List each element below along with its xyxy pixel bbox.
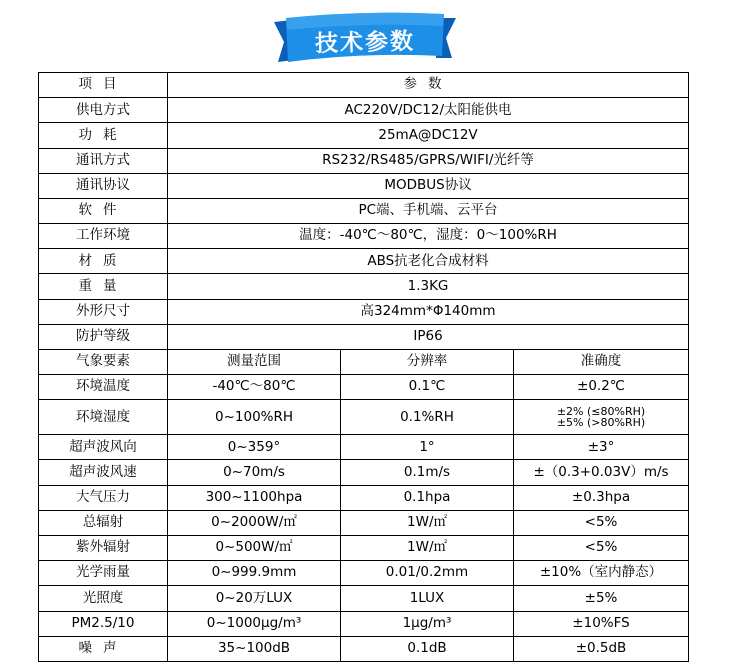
met-resolution: 0.1dB: [341, 636, 514, 661]
page-title: 技术参数: [314, 28, 416, 58]
met-row: [39, 485, 689, 510]
met-range: 0~1000μg/m³: [168, 611, 341, 636]
met-resolution: 0.1%RH: [341, 400, 514, 435]
met-accuracy: ±10%（室内静态）: [514, 561, 689, 586]
met-header-accuracy: 准确度: [514, 349, 689, 374]
met-label: 超声波风速: [39, 460, 168, 485]
met-row: [39, 586, 689, 611]
spec-value: ABS抗老化合成材料: [168, 249, 689, 274]
spec-label: 工作环境: [39, 224, 168, 249]
spec-label: 功耗: [39, 123, 168, 148]
met-label: 超声波风向: [39, 435, 168, 460]
met-accuracy: ±3°: [514, 435, 689, 460]
header-params: 参数: [168, 73, 689, 98]
spec-table: [38, 72, 689, 662]
met-label: 噪声: [39, 636, 168, 661]
header-row: [39, 73, 689, 98]
met-range: 0~359°: [168, 435, 341, 460]
met-accuracy: ±5%: [514, 586, 689, 611]
met-range: 0~70m/s: [168, 460, 341, 485]
spec-value: AC220V/DC12/太阳能供电: [168, 98, 689, 123]
met-row: [39, 611, 689, 636]
met-resolution: 0.1hpa: [341, 485, 514, 510]
met-header-range: 测量范围: [168, 349, 341, 374]
met-range: 0~20万LUX: [168, 586, 341, 611]
met-accuracy: <5%: [514, 535, 689, 560]
met-header-row: [39, 349, 689, 374]
met-row: [39, 636, 689, 661]
met-resolution: 1μg/m³: [341, 611, 514, 636]
spec-row: [39, 123, 689, 148]
met-range: 0~500W/㎡: [168, 535, 341, 560]
met-row: [39, 535, 689, 560]
met-accuracy: ±（0.3+0.03V）m/s: [514, 460, 689, 485]
met-accuracy: <5%: [514, 510, 689, 535]
spec-label: 供电方式: [39, 98, 168, 123]
met-resolution: 0.1m/s: [341, 460, 514, 485]
met-resolution: 0.01/0.2mm: [341, 561, 514, 586]
spec-row: [39, 324, 689, 349]
spec-row: [39, 249, 689, 274]
title-banner: [272, 12, 458, 72]
met-accuracy: ±0.3hpa: [514, 485, 689, 510]
met-label: 紫外辐射: [39, 535, 168, 560]
spec-row: [39, 299, 689, 324]
spec-label: 防护等级: [39, 324, 168, 349]
met-row: [39, 435, 689, 460]
spec-value: IP66: [168, 324, 689, 349]
met-label: 大气压力: [39, 485, 168, 510]
met-range: 35~100dB: [168, 636, 341, 661]
spec-value: 1.3KG: [168, 274, 689, 299]
met-range: 0~999.9mm: [168, 561, 341, 586]
met-row: [39, 400, 689, 435]
spec-row: [39, 173, 689, 198]
met-row: [39, 510, 689, 535]
met-accuracy: [514, 400, 689, 435]
met-range: 0~2000W/㎡: [168, 510, 341, 535]
met-resolution: 1LUX: [341, 586, 514, 611]
met-row: [39, 561, 689, 586]
met-row: [39, 375, 689, 400]
spec-label: 外形尺寸: [39, 299, 168, 324]
spec-label: 通讯方式: [39, 148, 168, 173]
spec-value: 25mA@DC12V: [168, 123, 689, 148]
spec-label: 材质: [39, 249, 168, 274]
met-accuracy: ±10%FS: [514, 611, 689, 636]
met-resolution: 1°: [341, 435, 514, 460]
met-label: 光学雨量: [39, 561, 168, 586]
met-accuracy: ±0.5dB: [514, 636, 689, 661]
spec-value: RS232/RS485/GPRS/WIFI/光纤等: [168, 148, 689, 173]
met-resolution: 0.1℃: [341, 375, 514, 400]
met-accuracy-line1: ±2% (≤80%RH): [556, 405, 646, 419]
met-resolution: 1W/㎡: [341, 510, 514, 535]
met-header-resolution: 分辨率: [341, 349, 514, 374]
met-label: 环境湿度: [39, 400, 168, 435]
header-item: 项目: [39, 73, 168, 98]
met-header-label: 气象要素: [39, 349, 168, 374]
met-label: PM2.5/10: [39, 611, 168, 636]
spec-value: MODBUS协议: [168, 173, 689, 198]
met-range: 300~1100hpa: [168, 485, 341, 510]
spec-value: 温度：-40℃～80℃，湿度：0～100%RH: [168, 224, 689, 249]
spec-row: [39, 98, 689, 123]
spec-row: [39, 224, 689, 249]
spec-label: 重量: [39, 274, 168, 299]
met-resolution: 1W/㎡: [341, 535, 514, 560]
met-row: [39, 460, 689, 485]
met-label: 总辐射: [39, 510, 168, 535]
spec-value: PC端、手机端、云平台: [168, 198, 689, 223]
spec-label: 通讯协议: [39, 173, 168, 198]
met-range: -40℃～80℃: [168, 375, 341, 400]
spec-row: [39, 148, 689, 173]
spec-row: [39, 274, 689, 299]
met-accuracy: ±0.2℃: [514, 375, 689, 400]
met-range: 0~100%RH: [168, 400, 341, 435]
spec-label: 软件: [39, 198, 168, 223]
met-label: 环境温度: [39, 375, 168, 400]
spec-row: [39, 198, 689, 223]
met-accuracy-line2: ±5% (>80%RH): [556, 416, 646, 430]
met-label: 光照度: [39, 586, 168, 611]
spec-value: 高324mm*Φ140mm: [168, 299, 689, 324]
